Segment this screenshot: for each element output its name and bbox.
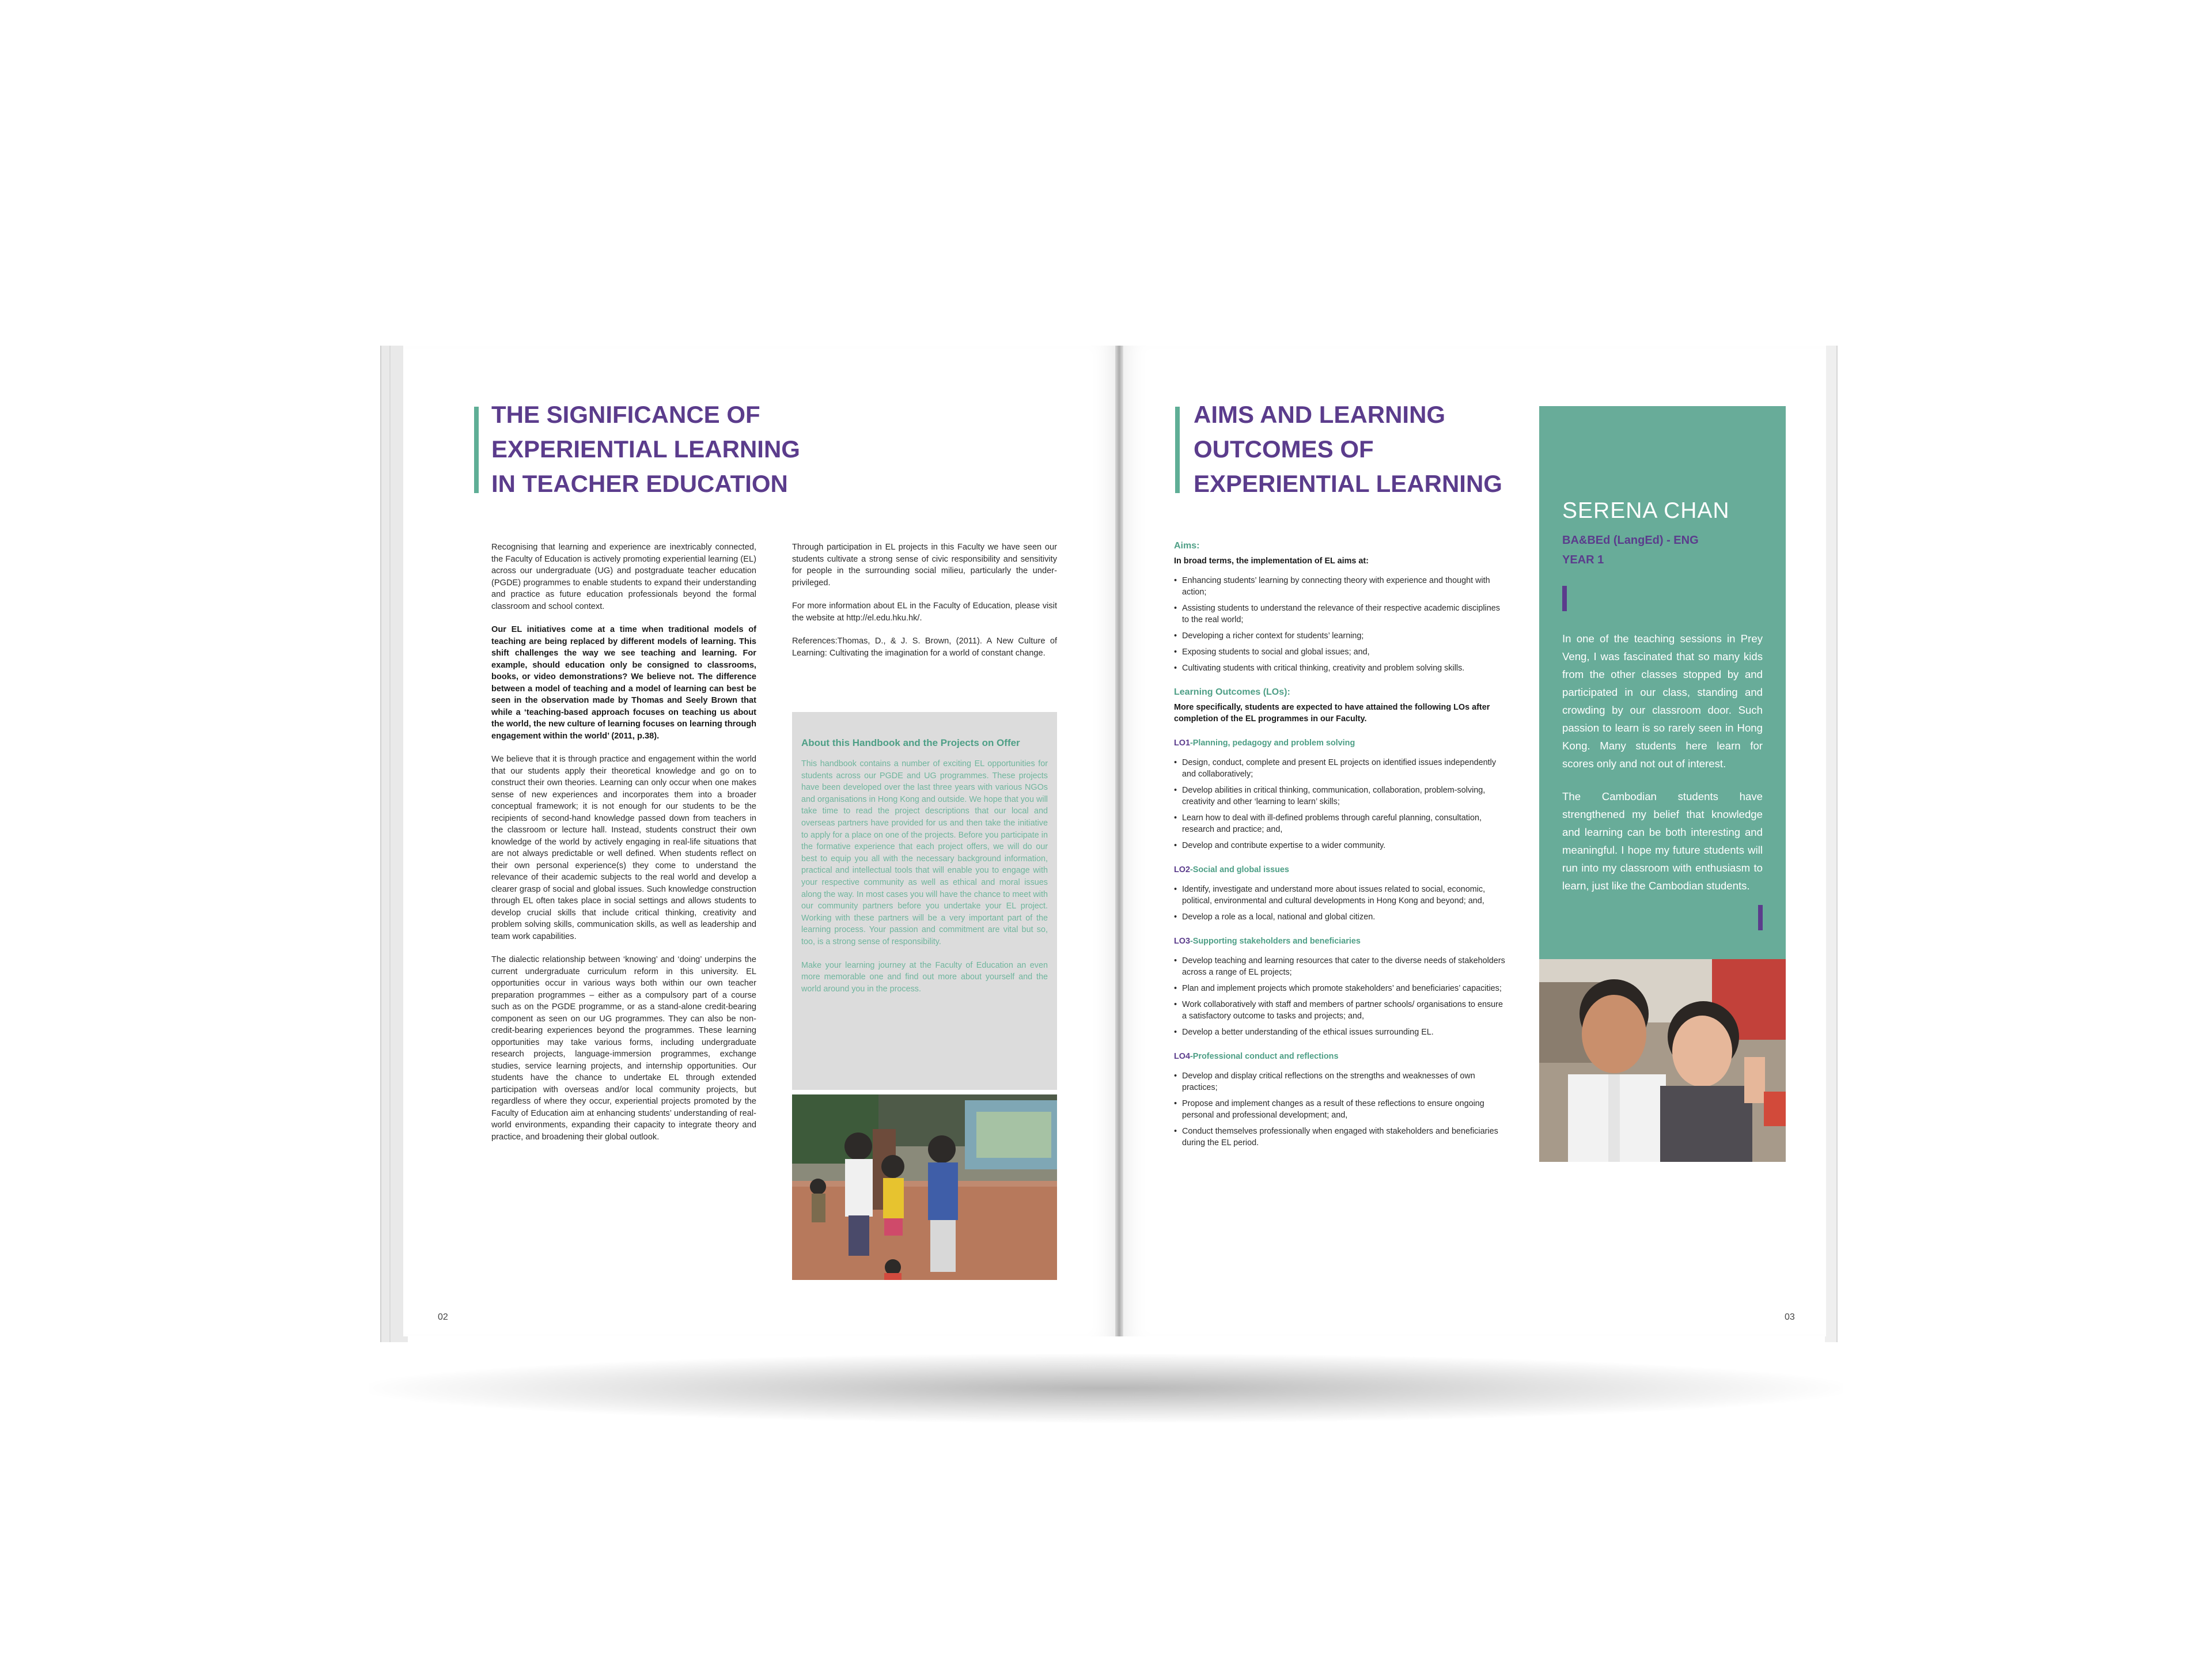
handbook-info-box [792,712,1057,1090]
lo4-list [1174,1070,1508,1149]
title-line: THE SIGNIFICANCE OF [491,401,760,428]
title-line: OUTCOMES OF [1194,435,1374,463]
lo-number: LO4 [1174,1052,1190,1061]
list-item: • Propose and implement changes as a result of these reflections to ensure ongoing personal and professional development; and, [1174,1098,1508,1121]
aims-heading: Aims: [1174,541,1200,551]
lo2-list [1174,884,1508,923]
page-number-right: 03 [1785,1312,1795,1322]
aims-section [1174,540,1508,1161]
book-shadow [369,1354,1843,1423]
outcomes-intro: More specifically, students are expected to have attained the following LOs after completion of the EL programmes in our Faculty. [1174,703,1490,724]
page-stack-right [1825,346,1838,1342]
paragraph: For more information about EL in the Faculty of Education, please visit the website at http://el.edu.hku.hk/. [792,601,1057,623]
aims-intro: In broad terms, the implementation of EL aims at: [1174,556,1369,566]
title-line: EXPERIENTIAL LEARNING [491,435,800,463]
quote-close-mark [1758,905,1763,930]
book-spine [1115,346,1123,1336]
lo-number: LO3 [1174,937,1190,946]
list-item: • Work collaboratively with staff and members of partner schools/ organisations to ensure a satisfactory outcome to tasks and projects; and, [1174,999,1508,1022]
list-item: • Develop and display critical reflections on the strengths and weaknesses of own practices; [1174,1070,1508,1093]
title-accent-bar [474,407,479,493]
lo-number: LO2 [1174,865,1190,874]
list-item: • Enhancing students’ learning by connecting theory with experience and thought with action; [1174,575,1508,598]
left-page-title [491,397,800,501]
lo-title: -Planning, pedagogy and problem solving [1190,738,1355,748]
list-item: • Developing a richer context for students’ learning; [1174,630,1508,642]
paragraph: In one of the teaching sessions in Prey Veng, I was fascinated that so many kids from the other classes stopped by and participated in our class, standing and crowding by our classroom door. Such passion to learn is so rarely seen in Hong Kong. Many students here learn for scores only and not out of interest. [1562,632,1763,770]
photo-two-students [1539,959,1786,1162]
left-column-1 [491,541,756,1154]
paragraph: Make your learning journey at the Faculty of Education an even more memorable one and find out more about yourself and the world around you in the process. [801,960,1048,994]
testimonial-text [1562,630,1763,910]
list-item: • Develop a role as a local, national and global citizen. [1174,911,1508,923]
photo-children-playground [792,1094,1057,1280]
quote-open-mark [1562,586,1567,611]
aims-list [1174,575,1508,674]
lo1-heading [1174,737,1508,749]
paragraph: The Cambodian students have strengthened my belief that knowledge and learning can be both interesting and meaningful. I hope my future students will run into my classroom with enthusiasm to learn, just like the Cambodian students. [1562,790,1763,892]
list-item: • Plan and implement projects which promote stakeholders’ and beneficiaries’ capacities; [1174,983,1508,994]
paragraph: Recognising that learning and experience are inextricably connected, the Faculty of Education is actively promoting experiential learning (EL) across our undergraduate (UG) and postgraduate teacher education (PGDE) programmes to enable students to expand their understanding and practice as future education professionals beyond the formal classroom and school context. [491,543,756,611]
photo-two-students-image [1539,959,1786,1162]
paragraph: Through participation in EL projects in this Faculty we have seen our students cultivate a strong sense of civic responsibility and sensitivity for people in the surrounding social milieu, particularly the under-privileged. [792,543,1057,588]
left-column-2 [792,541,1057,671]
student-name: SERENA CHAN [1562,498,1730,523]
title-accent-bar [1175,407,1180,493]
page-number-left: 02 [438,1312,448,1322]
list-item: • Develop a better understanding of the ethical issues surrounding EL. [1174,1027,1508,1038]
paragraph-bold: Our EL initiatives come at a time when traditional models of teaching are being replaced by different models of learning. This shift challenges the way we see teaching and learning. For example, should education only be consigned to classrooms, books, or video demonstrations? We believe not. The difference between a model of teaching and a model of learning can best be seen in the observation made by Thomas and Seely Brown that while a ‘teaching-based approach focuses on teaching us about the world, the new culture of learning focuses on learning through engagement within the world’ (2011, p.38). [491,625,756,741]
box-heading: About this Handbook and the Projects on Offer [801,737,1020,748]
lo3-heading [1174,935,1508,947]
student-programme: BA&BEd (LangEd) - ENG [1562,534,1699,547]
photo-children-playground-image [792,1094,1057,1280]
lo-title: -Social and global issues [1190,865,1289,874]
list-item: • Learn how to deal with ill-defined problems through careful planning, consultation, research and practice; and, [1174,812,1508,835]
lo-title: -Professional conduct and reflections [1190,1052,1339,1061]
lo1-list [1174,757,1508,851]
list-item: • Develop and contribute expertise to a wider community. [1174,840,1508,851]
references: References:Thomas, D., & J. S. Brown, (2011). A New Culture of Learning: Cultivating the imagination for a world of constant change. [792,637,1057,658]
right-page-title [1194,397,1502,501]
outcomes-heading: Learning Outcomes (LOs): [1174,687,1290,697]
paragraph: We believe that it is through practice and engagement within the world that our students apply their theoretical knowledge and go on to construct their own theories. Learning can only occur when one makes sense of new experiences and incorporates them into a broader conceptual framework; it is not enough for our students to be the recipients of second-hand knowledge passed down from teachers in the classroom or lecture hall. Instead, students construct their own knowledge of the world by actively engaging in real-life situations that are not always predictable or well defined. When students reflect on their own personal experience(s) they come to understand the relevance of their academic subjects to the real world and develop a clearer grasp of social and global issues. Such knowledge construction through EL often takes place in social settings and allows students to develop crucial skills that include critical thinking, creativity and problem solving skills, communication skills, as well as leadership and team work capabilities. [491,755,756,941]
list-item: • Design, conduct, complete and present EL projects on identified issues independently and collaboratively; [1174,757,1508,780]
list-item: • Develop abilities in critical thinking, communication, collaboration, problem-solving, creativity and other ‘learning to learn’ skills; [1174,785,1508,808]
lo-number: LO1 [1174,738,1190,748]
paragraph: The dialectic relationship between ‘knowing’ and ‘doing’ underpins the current undergraduate curriculum reform in this university. EL opportunities occur in various ways both within our own teacher preparation programmes – either as a compulsory part of a course such as on the PGDE programme, or as a stand-alone credit-bearing component as seen on our UG programmes. They can also be non-credit-bearing experiences beyond the programmes. These learning opportunities may take various forms, including undergraduate research projects, language-immersion programmes, exchange studies, service learning projects, and internship opportunities. Our students have the chance to undertake EL through extended participation with overseas and/or local community projects, but regardless of where they occur, experiential projects promoted by the Faculty of Education aim at enhancing students’ understanding of real-world environments, expanding their capacity to integrate theory and practice, and broadening their global outlook. [491,955,756,1142]
list-item: • Cultivating students with critical thinking, creativity and problem solving skills. [1174,662,1508,674]
list-item: • Assisting students to understand the relevance of their respective academic disciplines to the real world; [1174,603,1508,626]
title-line: IN TEACHER EDUCATION [491,470,788,497]
title-line: AIMS AND LEARNING [1194,401,1446,428]
list-item: • Develop teaching and learning resources that cater to the diverse needs of stakeholders across a range of EL projects; [1174,955,1508,978]
lo2-heading [1174,864,1508,876]
lo4-heading [1174,1051,1508,1062]
testimonial-box [1539,406,1786,959]
box-text [801,758,1048,1006]
paragraph: This handbook contains a number of exciting EL opportunities for students across our PGDE and UG programmes. These projects have been developed over the last three years with various NGOs and organisations in Hong Kong and outside. We hope that you will take time to read the project descriptions that our local and overseas partners have provided for us and then take the initiative to apply for a place on one of the projects. Before you participate in the formative experience that each project offers, we will do our best to equip you all with the necessary background information, practical and intellectual tools that will enable you to engage with your respective community as well as ethical and moral issues along the way. In most cases you will have the chance to meet with our community partners before you undertake your EL project. Working with these partners will be a very important part of the learning process. Your passion and commitment are vital but so, too, is a strong sense of responsibility. [801,759,1048,946]
lo-title: -Supporting stakeholders and beneficiaries [1190,937,1361,946]
title-line: EXPERIENTIAL LEARNING [1194,470,1502,497]
list-item: • Conduct themselves professionally when engaged with stakeholders and beneficiaries during the EL period. [1174,1126,1508,1149]
student-year: YEAR 1 [1562,554,1604,566]
list-item: • Identify, investigate and understand more about issues related to social, economic, political, environmental and cultural developments in Hong Kong and beyond; and, [1174,884,1508,907]
list-item: • Exposing students to social and global issues; and, [1174,646,1508,658]
lo3-list [1174,955,1508,1038]
